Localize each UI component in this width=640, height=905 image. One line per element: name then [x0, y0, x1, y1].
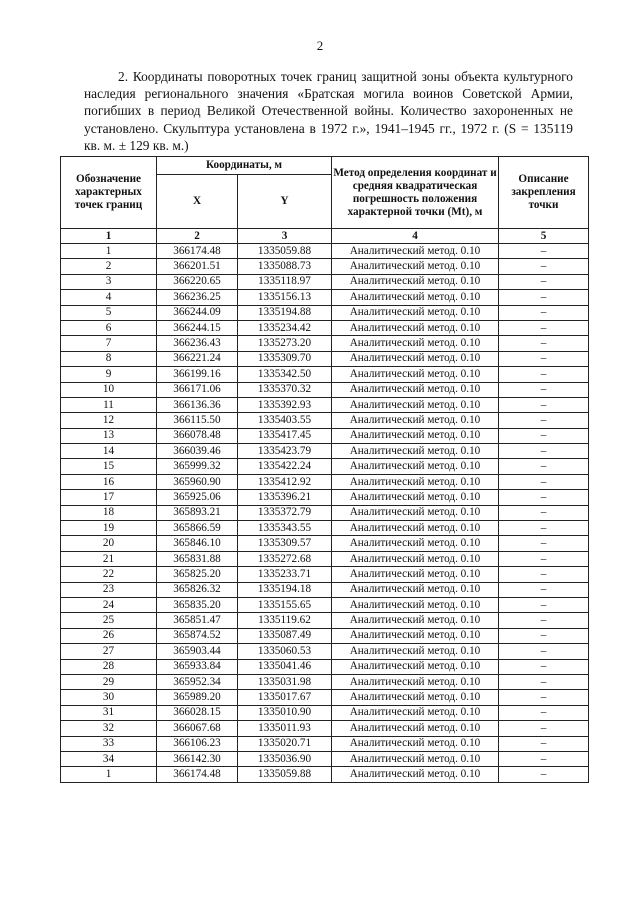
y-coordinate-cell: 1335423.79 [238, 444, 332, 459]
y-coordinate-cell: 1335010.90 [238, 705, 332, 720]
y-coordinate-cell: 1335020.71 [238, 736, 332, 751]
description-cell: – [499, 536, 589, 551]
point-id-cell: 12 [61, 413, 157, 428]
description-cell: – [499, 444, 589, 459]
table-row [61, 551, 589, 566]
description-cell: – [499, 767, 589, 782]
x-coordinate-cell: 365925.06 [157, 490, 238, 505]
point-id-cell: 16 [61, 474, 157, 489]
table-row [61, 505, 589, 520]
description-cell: – [499, 305, 589, 320]
column-number: 2 [157, 229, 238, 244]
x-coordinate-cell: 366201.51 [157, 259, 238, 274]
method-cell: Аналитический метод. 0.10 [332, 490, 499, 505]
description-cell: – [499, 628, 589, 643]
table-row [61, 613, 589, 628]
table-row [61, 582, 589, 597]
point-id-cell: 26 [61, 628, 157, 643]
method-cell: Аналитический метод. 0.10 [332, 659, 499, 674]
table-row [61, 628, 589, 643]
x-coordinate-cell: 365999.32 [157, 459, 238, 474]
point-id-cell: 18 [61, 505, 157, 520]
description-cell: – [499, 382, 589, 397]
description-cell: – [499, 521, 589, 536]
x-coordinate-cell: 365874.52 [157, 628, 238, 643]
method-cell: Аналитический метод. 0.10 [332, 413, 499, 428]
x-coordinate-cell: 365835.20 [157, 597, 238, 612]
table-row [61, 305, 589, 320]
table-row [61, 767, 589, 782]
y-coordinate-cell: 1335342.50 [238, 367, 332, 382]
point-id-cell: 31 [61, 705, 157, 720]
table-row [61, 413, 589, 428]
method-cell: Аналитический метод. 0.10 [332, 767, 499, 782]
x-coordinate-cell: 365866.59 [157, 521, 238, 536]
y-coordinate-cell: 1335309.70 [238, 351, 332, 366]
description-cell: – [499, 336, 589, 351]
description-cell: – [499, 320, 589, 335]
method-cell: Аналитический метод. 0.10 [332, 551, 499, 566]
point-id-cell: 19 [61, 521, 157, 536]
table-row [61, 290, 589, 305]
y-coordinate-cell: 1335118.97 [238, 274, 332, 289]
x-coordinate-cell: 366028.15 [157, 705, 238, 720]
description-cell: – [499, 459, 589, 474]
point-id-cell: 2 [61, 259, 157, 274]
method-cell: Аналитический метод. 0.10 [332, 382, 499, 397]
table-row [61, 397, 589, 412]
point-id-cell: 3 [61, 274, 157, 289]
y-coordinate-cell: 1335234.42 [238, 320, 332, 335]
description-cell: – [499, 736, 589, 751]
table-row [61, 659, 589, 674]
x-coordinate-cell: 365846.10 [157, 536, 238, 551]
method-cell: Аналитический метод. 0.10 [332, 397, 499, 412]
table-row [61, 736, 589, 751]
intro-paragraph: 2. Координаты поворотных точек границ защитной зоны объекта культурного наследия регионального значения «Братская могила воинов Советской Армии, погибших в период Великой Отечественной войны. Количество захороненных не установлено. Скульптура установлена в 1972 г.», 1941–1945 гг., 1972 г. (S = 135119 кв. м. ± 129 кв. м.) [84, 69, 573, 153]
point-id-cell: 13 [61, 428, 157, 443]
method-cell: Аналитический метод. 0.10 [332, 644, 499, 659]
table-row [61, 567, 589, 582]
method-cell: Аналитический метод. 0.10 [332, 428, 499, 443]
method-cell: Аналитический метод. 0.10 [332, 690, 499, 705]
header-method: Метод определения координат и средняя квадратическая погрешность положения характерной точки (Mt), м [332, 157, 499, 229]
y-coordinate-cell: 1335233.71 [238, 567, 332, 582]
table-row [61, 751, 589, 766]
x-coordinate-cell: 365960.90 [157, 474, 238, 489]
y-coordinate-cell: 1335041.46 [238, 659, 332, 674]
description-cell: – [499, 290, 589, 305]
point-id-cell: 21 [61, 551, 157, 566]
y-coordinate-cell: 1335396.21 [238, 490, 332, 505]
x-coordinate-cell: 366115.50 [157, 413, 238, 428]
y-coordinate-cell: 1335273.20 [238, 336, 332, 351]
description-cell: – [499, 274, 589, 289]
description-cell: – [499, 721, 589, 736]
description-cell: – [499, 613, 589, 628]
y-coordinate-cell: 1335422.24 [238, 459, 332, 474]
y-coordinate-cell: 1335036.90 [238, 751, 332, 766]
method-cell: Аналитический метод. 0.10 [332, 259, 499, 274]
point-id-cell: 4 [61, 290, 157, 305]
y-coordinate-cell: 1335372.79 [238, 505, 332, 520]
y-coordinate-cell: 1335194.88 [238, 305, 332, 320]
method-cell: Аналитический метод. 0.10 [332, 521, 499, 536]
description-cell: – [499, 259, 589, 274]
coordinates-table [60, 156, 589, 783]
method-cell: Аналитический метод. 0.10 [332, 244, 499, 259]
y-coordinate-cell: 1335119.62 [238, 613, 332, 628]
description-cell: – [499, 551, 589, 566]
point-id-cell: 27 [61, 644, 157, 659]
x-coordinate-cell: 366106.23 [157, 736, 238, 751]
description-cell: – [499, 751, 589, 766]
header-coords: Координаты, м [157, 157, 332, 175]
x-coordinate-cell: 365893.21 [157, 505, 238, 520]
y-coordinate-cell: 1335011.93 [238, 721, 332, 736]
x-coordinate-cell: 365851.47 [157, 613, 238, 628]
table-row [61, 320, 589, 335]
point-id-cell: 25 [61, 613, 157, 628]
point-id-cell: 28 [61, 659, 157, 674]
point-id-cell: 14 [61, 444, 157, 459]
point-id-cell: 22 [61, 567, 157, 582]
x-coordinate-cell: 366244.15 [157, 320, 238, 335]
y-coordinate-cell: 1335155.65 [238, 597, 332, 612]
method-cell: Аналитический метод. 0.10 [332, 567, 499, 582]
table-body [61, 244, 589, 783]
point-id-cell: 11 [61, 397, 157, 412]
point-id-cell: 23 [61, 582, 157, 597]
x-coordinate-cell: 366136.36 [157, 397, 238, 412]
table-row [61, 336, 589, 351]
table-row [61, 490, 589, 505]
x-coordinate-cell: 366039.46 [157, 444, 238, 459]
header-y: Y [238, 175, 332, 229]
x-coordinate-cell: 366142.30 [157, 751, 238, 766]
method-cell: Аналитический метод. 0.10 [332, 736, 499, 751]
method-cell: Аналитический метод. 0.10 [332, 459, 499, 474]
table-row [61, 674, 589, 689]
table-row [61, 428, 589, 443]
y-coordinate-cell: 1335392.93 [238, 397, 332, 412]
description-cell: – [499, 474, 589, 489]
table-row [61, 597, 589, 612]
y-coordinate-cell: 1335059.88 [238, 767, 332, 782]
method-cell: Аналитический метод. 0.10 [332, 367, 499, 382]
table-row [61, 721, 589, 736]
description-cell: – [499, 582, 589, 597]
header-x: X [157, 175, 238, 229]
method-cell: Аналитический метод. 0.10 [332, 597, 499, 612]
table-row [61, 444, 589, 459]
point-id-cell: 7 [61, 336, 157, 351]
table-row [61, 274, 589, 289]
method-cell: Аналитический метод. 0.10 [332, 351, 499, 366]
table-row [61, 459, 589, 474]
point-id-cell: 24 [61, 597, 157, 612]
point-id-cell: 29 [61, 674, 157, 689]
description-cell: – [499, 705, 589, 720]
description-cell: – [499, 644, 589, 659]
method-cell: Аналитический метод. 0.10 [332, 505, 499, 520]
method-cell: Аналитический метод. 0.10 [332, 721, 499, 736]
point-id-cell: 30 [61, 690, 157, 705]
point-id-cell: 6 [61, 320, 157, 335]
x-coordinate-cell: 365952.34 [157, 674, 238, 689]
column-number: 1 [61, 229, 157, 244]
method-cell: Аналитический метод. 0.10 [332, 536, 499, 551]
y-coordinate-cell: 1335088.73 [238, 259, 332, 274]
description-cell: – [499, 567, 589, 582]
point-id-cell: 8 [61, 351, 157, 366]
x-coordinate-cell: 365825.20 [157, 567, 238, 582]
y-coordinate-cell: 1335412.92 [238, 474, 332, 489]
table-row [61, 690, 589, 705]
description-cell: – [499, 505, 589, 520]
description-cell: – [499, 690, 589, 705]
method-cell: Аналитический метод. 0.10 [332, 474, 499, 489]
x-coordinate-cell: 366174.48 [157, 767, 238, 782]
table-row [61, 474, 589, 489]
method-cell: Аналитический метод. 0.10 [332, 582, 499, 597]
x-coordinate-cell: 366171.06 [157, 382, 238, 397]
column-number-row [61, 229, 589, 244]
x-coordinate-cell: 365933.84 [157, 659, 238, 674]
table-row [61, 536, 589, 551]
page-number: 2 [316, 38, 324, 53]
point-id-cell: 15 [61, 459, 157, 474]
y-coordinate-cell: 1335403.55 [238, 413, 332, 428]
x-coordinate-cell: 366174.48 [157, 244, 238, 259]
description-cell: – [499, 674, 589, 689]
description-cell: – [499, 244, 589, 259]
point-id-cell: 1 [61, 767, 157, 782]
x-coordinate-cell: 366199.16 [157, 367, 238, 382]
table-row [61, 367, 589, 382]
x-coordinate-cell: 366067.68 [157, 721, 238, 736]
x-coordinate-cell: 366236.43 [157, 336, 238, 351]
description-cell: – [499, 413, 589, 428]
description-cell: – [499, 367, 589, 382]
x-coordinate-cell: 365831.88 [157, 551, 238, 566]
y-coordinate-cell: 1335060.53 [238, 644, 332, 659]
table-row [61, 351, 589, 366]
method-cell: Аналитический метод. 0.10 [332, 751, 499, 766]
x-coordinate-cell: 365826.32 [157, 582, 238, 597]
table-row [61, 382, 589, 397]
table-row [61, 521, 589, 536]
y-coordinate-cell: 1335087.49 [238, 628, 332, 643]
column-number: 5 [499, 229, 589, 244]
y-coordinate-cell: 1335031.98 [238, 674, 332, 689]
description-cell: – [499, 597, 589, 612]
y-coordinate-cell: 1335343.55 [238, 521, 332, 536]
x-coordinate-cell: 366244.09 [157, 305, 238, 320]
method-cell: Аналитический метод. 0.10 [332, 336, 499, 351]
method-cell: Аналитический метод. 0.10 [332, 320, 499, 335]
y-coordinate-cell: 1335370.32 [238, 382, 332, 397]
table-row [61, 705, 589, 720]
method-cell: Аналитический метод. 0.10 [332, 613, 499, 628]
point-id-cell: 33 [61, 736, 157, 751]
description-cell: – [499, 397, 589, 412]
y-coordinate-cell: 1335272.68 [238, 551, 332, 566]
description-cell: – [499, 659, 589, 674]
description-cell: – [499, 351, 589, 366]
table-row [61, 244, 589, 259]
y-coordinate-cell: 1335194.18 [238, 582, 332, 597]
x-coordinate-cell: 366236.25 [157, 290, 238, 305]
column-number: 3 [238, 229, 332, 244]
description-cell: – [499, 490, 589, 505]
x-coordinate-cell: 366220.65 [157, 274, 238, 289]
x-coordinate-cell: 366078.48 [157, 428, 238, 443]
point-id-cell: 17 [61, 490, 157, 505]
method-cell: Аналитический метод. 0.10 [332, 628, 499, 643]
header-description: Описание закрепления точки [499, 157, 589, 229]
point-id-cell: 5 [61, 305, 157, 320]
point-id-cell: 32 [61, 721, 157, 736]
point-id-cell: 1 [61, 244, 157, 259]
x-coordinate-cell: 365903.44 [157, 644, 238, 659]
table-row [61, 644, 589, 659]
column-number: 4 [332, 229, 499, 244]
header-point: Обозначение характерных точек границ [61, 157, 157, 229]
method-cell: Аналитический метод. 0.10 [332, 705, 499, 720]
description-cell: – [499, 428, 589, 443]
table-row [61, 259, 589, 274]
method-cell: Аналитический метод. 0.10 [332, 444, 499, 459]
y-coordinate-cell: 1335059.88 [238, 244, 332, 259]
point-id-cell: 20 [61, 536, 157, 551]
y-coordinate-cell: 1335156.13 [238, 290, 332, 305]
method-cell: Аналитический метод. 0.10 [332, 290, 499, 305]
point-id-cell: 10 [61, 382, 157, 397]
method-cell: Аналитический метод. 0.10 [332, 305, 499, 320]
x-coordinate-cell: 366221.24 [157, 351, 238, 366]
point-id-cell: 9 [61, 367, 157, 382]
table-header [61, 157, 589, 244]
x-coordinate-cell: 365989.20 [157, 690, 238, 705]
method-cell: Аналитический метод. 0.10 [332, 274, 499, 289]
method-cell: Аналитический метод. 0.10 [332, 674, 499, 689]
y-coordinate-cell: 1335309.57 [238, 536, 332, 551]
y-coordinate-cell: 1335417.45 [238, 428, 332, 443]
point-id-cell: 34 [61, 751, 157, 766]
y-coordinate-cell: 1335017.67 [238, 690, 332, 705]
